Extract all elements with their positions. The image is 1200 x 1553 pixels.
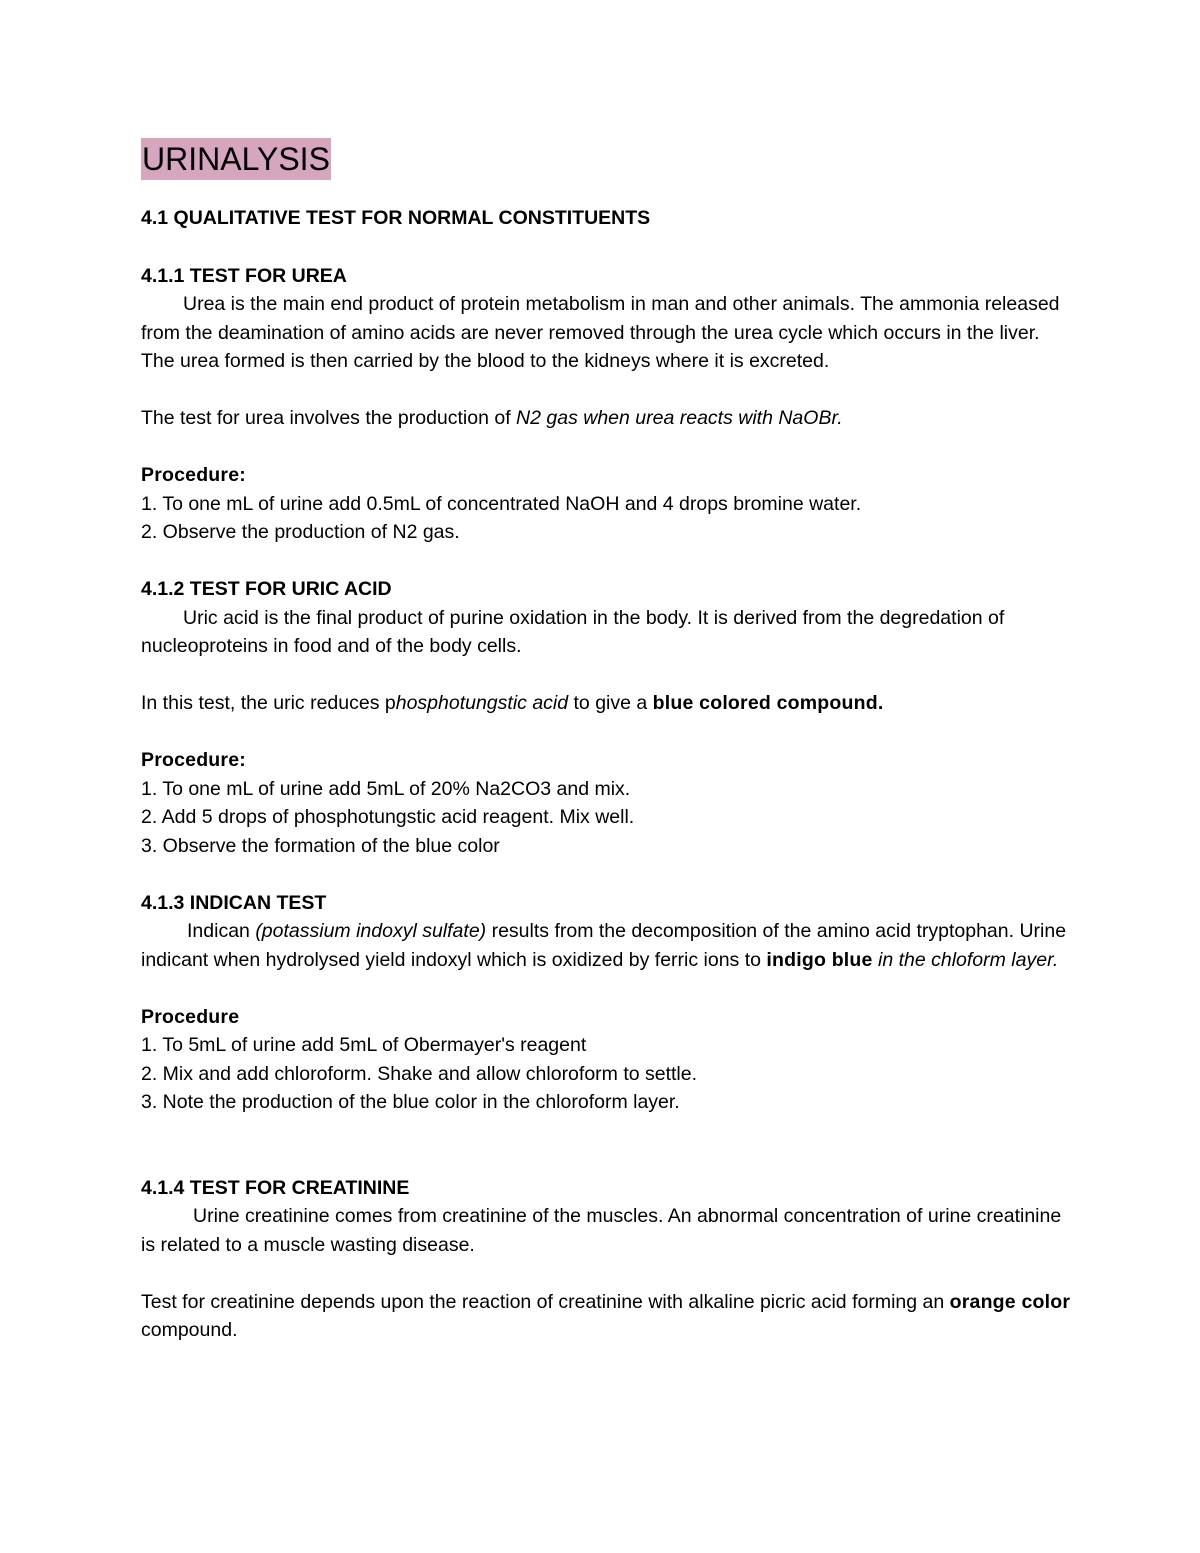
creatinine-test-bold: orange color (949, 1290, 1071, 1313)
urea-test-text: The test for urea involves the production of (141, 407, 517, 429)
uric-test-paragraph (141, 689, 1071, 718)
uric-step: 1. To one mL of urine add 5mL of 20% Na2CO3 and mix. (141, 777, 631, 800)
uric-test-italic: hosphotungstic acid (395, 692, 569, 714)
indican-text-2: results from the decomposition of the amino acid tryptophan. Urine indicant when hydrolysed yield indoxyl which is oxidized by ferric ions to (141, 920, 1067, 971)
urea-step: 2. Observe the production of N2 gas. (141, 521, 460, 543)
indican-italic: (potassium indoxyl sulfate) (255, 920, 487, 942)
uric-paragraph-text: Uric acid is the final product of purine oxidation in the body. It is derived from the degredation of nucleoproteins in food and of the body cells. (141, 606, 1005, 657)
uric-paragraph (141, 604, 1071, 661)
urea-paragraph (141, 290, 1071, 376)
indican-step: 3. Note the production of the blue color in the chloroform layer. (141, 1091, 680, 1113)
creatinine-paragraph-text: Urine creatinine comes from creatinine of the muscles. An abnormal concentration of urine creatinine is related to a muscle wasting disease. (141, 1205, 1062, 1256)
urea-test-paragraph (141, 404, 1071, 433)
uric-step: 3. Observe the formation of the blue color (141, 834, 500, 857)
document-title: URINALYSIS (141, 138, 331, 180)
indican-bold: indigo blue (766, 948, 873, 971)
uric-test-bold: blue colored compound. (652, 692, 884, 714)
urea-paragraph-text: Urea is the main end product of protein metabolism in man and other animals. The ammonia released from the deamination of amino acids are never removed through the urea cycle which occurs in the liver. The urea formed is then carried by the blood to the kidneys where it is excreted. (141, 293, 1060, 372)
creatinine-test-text: Test for creatinine depends upon the reaction of creatinine with alkaline picric acid forming an (141, 1290, 950, 1313)
urea-heading: 4.1.1 TEST FOR UREA (141, 264, 347, 287)
creatinine-paragraph (141, 1202, 1071, 1259)
indican-procedure-label: Procedure (141, 1005, 240, 1028)
urea-test-italic: N2 gas when urea reacts with NaOBr. (516, 407, 843, 429)
urea-step: 1. To one mL of urine add 0.5mL of concentrated NaOH and 4 drops bromine water. (141, 492, 862, 515)
document-page (141, 138, 1071, 1345)
indican-heading: 4.1.3 INDICAN TEST (141, 891, 327, 914)
uric-heading: 4.1.2 TEST FOR URIC ACID (141, 578, 392, 600)
creatinine-test-paragraph (141, 1288, 1071, 1345)
indican-italic-2: in the chloform layer. (872, 948, 1059, 971)
indican-step: 2. Mix and add chloroform. Shake and allow chloroform to settle. (141, 1062, 698, 1085)
indican-paragraph (141, 917, 1071, 974)
creatinine-test-text-2: compound. (141, 1319, 238, 1341)
indican-text: Indican (187, 920, 256, 942)
indican-step: 1. To 5mL of urine add 5mL of Obermayer's reagent (141, 1034, 587, 1056)
uric-test-text: In this test, the uric reduces p (141, 692, 396, 714)
uric-procedure-label: Procedure: (141, 749, 246, 771)
uric-step: 2. Add 5 drops of phosphotungstic acid reagent. Mix well. (141, 806, 635, 828)
uric-test-text-2: to give a (568, 692, 653, 714)
creatinine-heading: 4.1.4 TEST FOR CREATININE (141, 1176, 410, 1199)
section-heading: 4.1 QUALITATIVE TEST FOR NORMAL CONSTITUENTS (141, 207, 651, 229)
urea-procedure-label: Procedure: (141, 464, 246, 486)
